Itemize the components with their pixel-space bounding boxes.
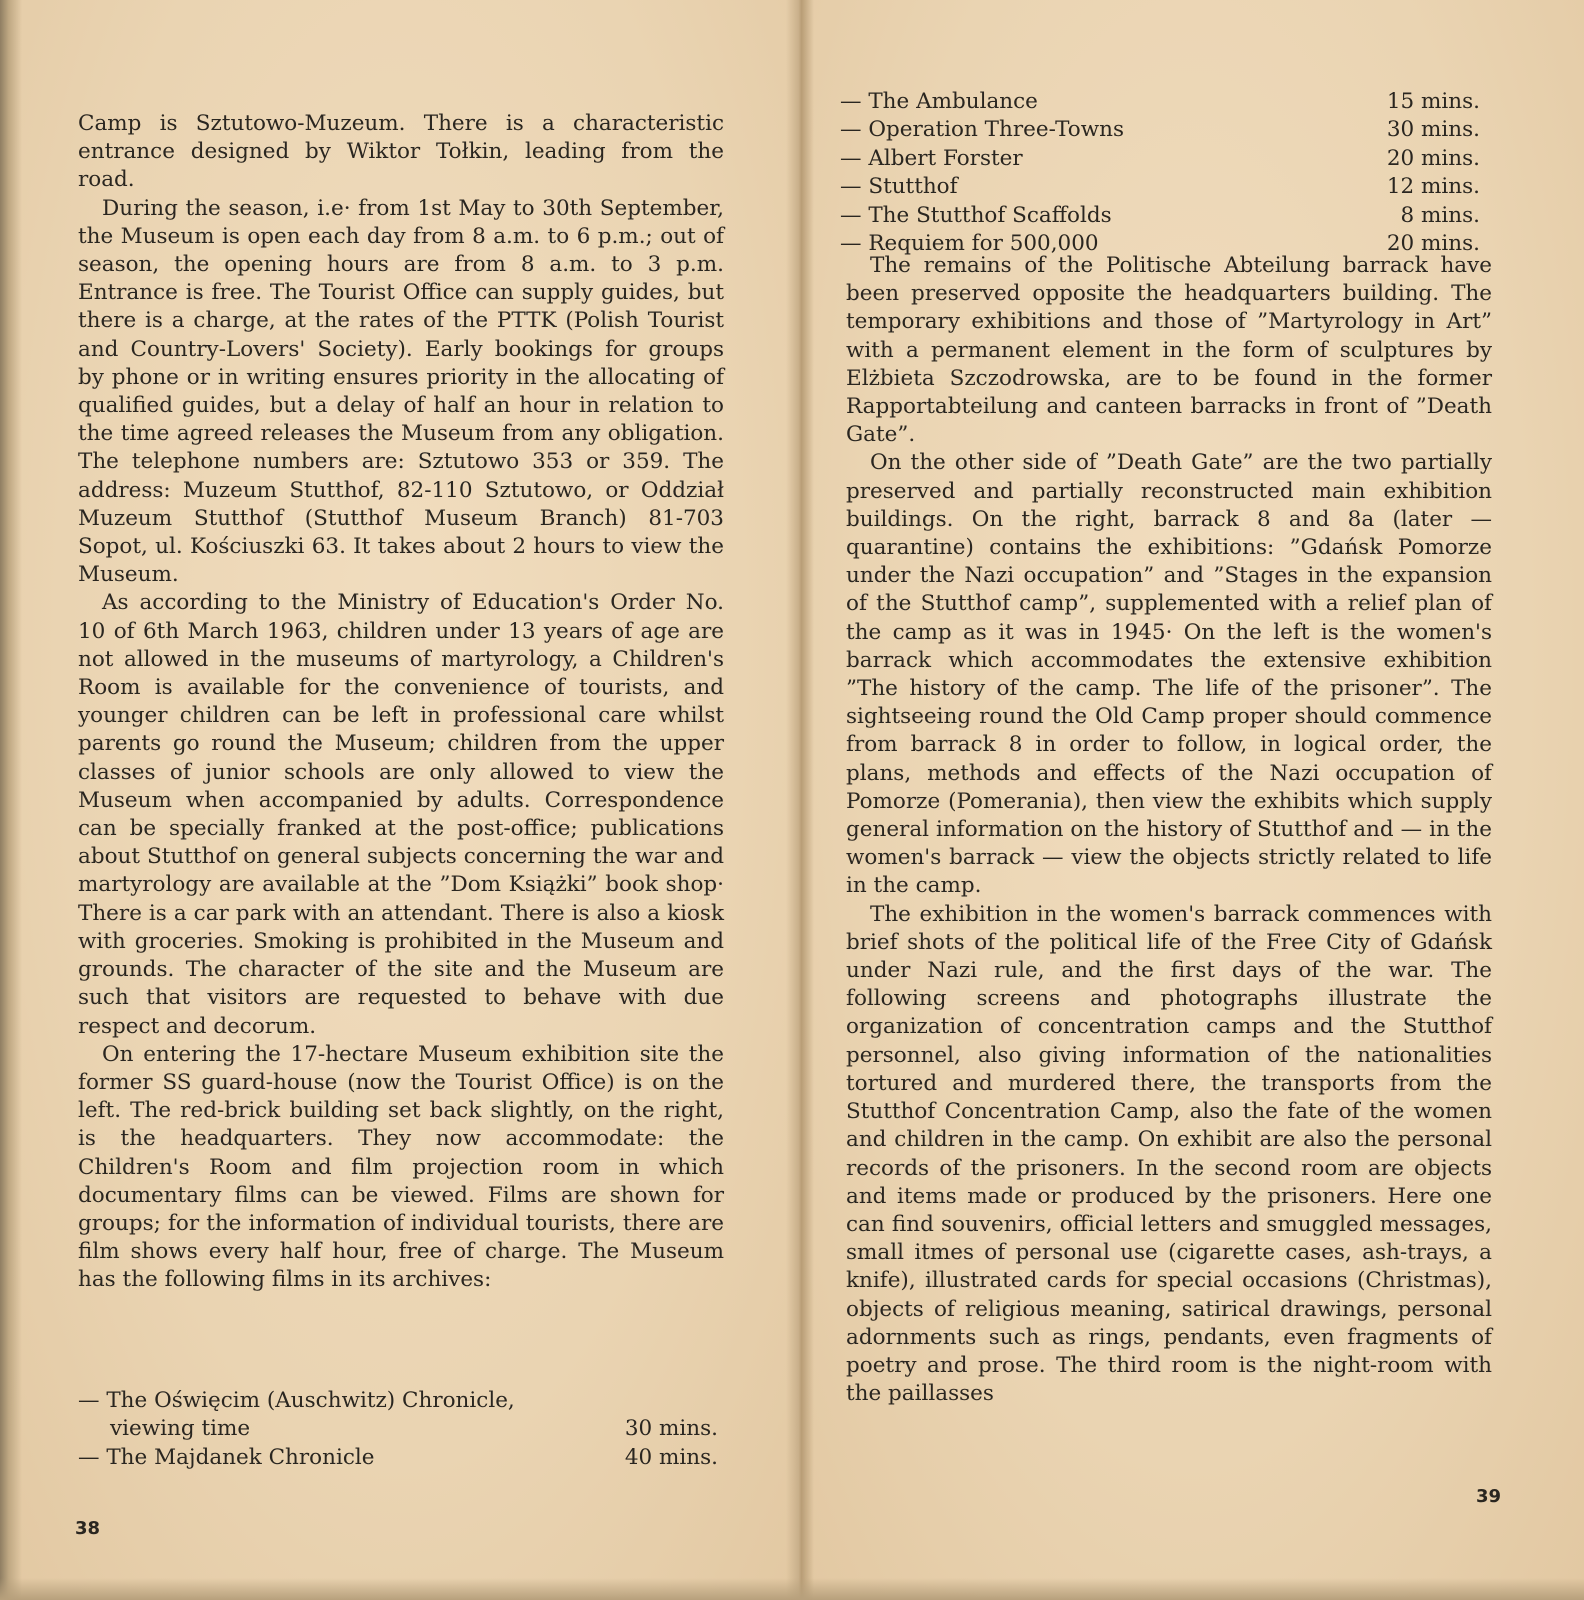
paragraph: Camp is Sztutowo-Muzeum. There is a characteristic entrance designed by Wiktor Tołkin, leading from the road. bbox=[78, 111, 724, 193]
film-duration: 15 mins. bbox=[1386, 89, 1480, 114]
film-duration: 8 mins. bbox=[1400, 202, 1480, 228]
film-duration: 30 mins. bbox=[624, 1416, 718, 1442]
paragraph: As according to the Ministry of Education's Order No. 10 of 6th March 1963, children under 13 years of age are not allowed in the museums of martyrology, a Children's Room is available for the convenience of tourists, and younger children can be left in professional care whilst parents go round the Museum; children from the upper classes of junior schools are only allowed to view the Museum when accompanied by adults. Correspondence can be specially franked at the post-office; publications about Stutthof on general subjects concerning the war and martyrology are available at the ”Dom Książki” book shop· There is a car park with an attendant. There is also a kiosk with groceries. Smoking is prohibited in the Museum and grounds. The character of the site and the Museum are such that visitors are requested to behave with due respect and decorum. bbox=[78, 590, 724, 1039]
film-duration: 30 mins. bbox=[1386, 117, 1480, 143]
paragraph: On entering the 17-hectare Museum exhibition site the former SS guard-house (now the Tourist Office) is on the left. The red-brick building set back slightly, on the right, is the headquarters. They now accommodate: the Children's Room and film projection room in which documentary films can be viewed. Films are shown for groups; for the information of individual tourists, there are film shows every half hour, free of charge. The Museum has the following films in its archives: bbox=[78, 1041, 724, 1293]
page-bottom-edge bbox=[0, 1578, 1584, 1600]
left-page-text bbox=[78, 110, 724, 1295]
film-title-continuation: viewing time bbox=[110, 1416, 251, 1442]
page-number: 39 bbox=[1476, 1486, 1502, 1507]
film-title: — Albert Forster bbox=[840, 145, 1023, 171]
film-duration: 20 mins. bbox=[1386, 231, 1480, 257]
film-item bbox=[840, 88, 1480, 116]
film-list bbox=[78, 1387, 718, 1472]
film-title: — Operation Three-Towns bbox=[840, 117, 1124, 143]
film-list bbox=[840, 88, 1480, 258]
film-item bbox=[840, 173, 1480, 201]
paragraph: On the other side of ”Death Gate” are the two partially preserved and partially reconstructed main exhibition buildings. On the right, barrack 8 and 8a (later — quarantine) contains the exhibitions: ”Gdańsk Pomorze under the Nazi occupation” and ”Stages in the expansion of the Stutthof camp”, supplemented with a relief plan of the camp as it was in 1945· On the left is the women's barrack which accommodates the extensive exhibition ”The history of the camp. The life of the prisoner”. The sightseeing round the Old Camp proper should commence from barrack 8 in order to follow, in logical order, the plans, methods and effects of the Nazi occupation of Pomorze (Pomerania), then view the exhibits which supply general information on the history of Stutthof and — in the women's barrack — view the objects strictly related to life in the camp. bbox=[846, 450, 1492, 899]
film-title: — Requiem for 500,000 bbox=[840, 231, 1099, 257]
page-number: 38 bbox=[75, 1518, 101, 1539]
right-page-text bbox=[846, 252, 1492, 1408]
film-duration: 40 mins. bbox=[624, 1444, 718, 1470]
book-spine-edge bbox=[0, 0, 22, 1600]
film-title: — The Oświęcim (Auschwitz) Chronicle, bbox=[78, 1388, 515, 1413]
film-item bbox=[78, 1444, 718, 1472]
paragraph: The remains of the Politische Abteilung barrack have been preserved opposite the headquarters building. The temporary exhibitions and those of ”Martyrology in Art” with a permanent element in the form of sculptures by Elżbieta Szczodrowska, are to be found in the former Rapportabteilung and canteen barracks in front of ”Death Gate”. bbox=[846, 253, 1492, 448]
film-title: — Stutthof bbox=[840, 174, 958, 200]
paragraph: The exhibition in the women's barrack commences with brief shots of the political life of the Free City of Gdańsk under Nazi rule, and the first days of the war. The following screens and photographs illustrate the organization of concentration camps and the Stutthof personnel, also giving information of the nationalities tortured and murdered there, the transports from the Stutthof Concentration Camp, also the fate of the women and children in the camp. On exhibit are also the personal records of the prisoners. In the second room are objects and items made or produced by the prisoners. Here one can find souvenirs, official letters and smuggled messages, small itmes of personal use (cigarette cases, ash-trays, a knife), illustrated cards for special occasions (Christmas), objects of religious meaning, satirical drawings, personal adornments such as rings, pendants, even fragments of poetry and prose. The third room is the night-room with the paillasses bbox=[846, 901, 1492, 1407]
film-item bbox=[840, 116, 1480, 144]
paragraph: During the season, i.e· from 1st May to 30th September, the Museum is open each day from 8 a.m. to 6 p.m.; out of season, the opening hours are from 8 a.m. to 3 p.m. Entrance is free. The Tourist Office can supply guides, but there is a charge, at the rates of the PTTK (Polish Tourist and Country-Lovers' Society). Early bookings for groups by phone or in writing ensures priority in the allocating of qualified guides, but a delay of half an hour in relation to the time agreed releases the Museum from any obligation. The telephone numbers are: Sztutowo 353 or 359. The address: Muzeum Stutthof, 82-110 Sztutowo, or Oddział Muzeum Stutthof (Stutthof Museum Branch) 81-703 Sopot, ul. Kościuszki 63. It takes about 2 hours to view the Museum. bbox=[78, 195, 724, 588]
film-duration: 12 mins. bbox=[1386, 174, 1480, 200]
film-item bbox=[78, 1387, 718, 1415]
film-item bbox=[840, 202, 1480, 230]
film-title: — The Stutthof Scaffolds bbox=[840, 202, 1112, 228]
film-title: — The Ambulance bbox=[840, 89, 1038, 114]
right-page bbox=[800, 0, 1584, 1600]
book-gutter bbox=[786, 0, 814, 1600]
film-item bbox=[78, 1415, 718, 1443]
film-item bbox=[840, 145, 1480, 173]
film-duration: 20 mins. bbox=[1386, 145, 1480, 171]
film-title: — The Majdanek Chronicle bbox=[78, 1444, 375, 1470]
